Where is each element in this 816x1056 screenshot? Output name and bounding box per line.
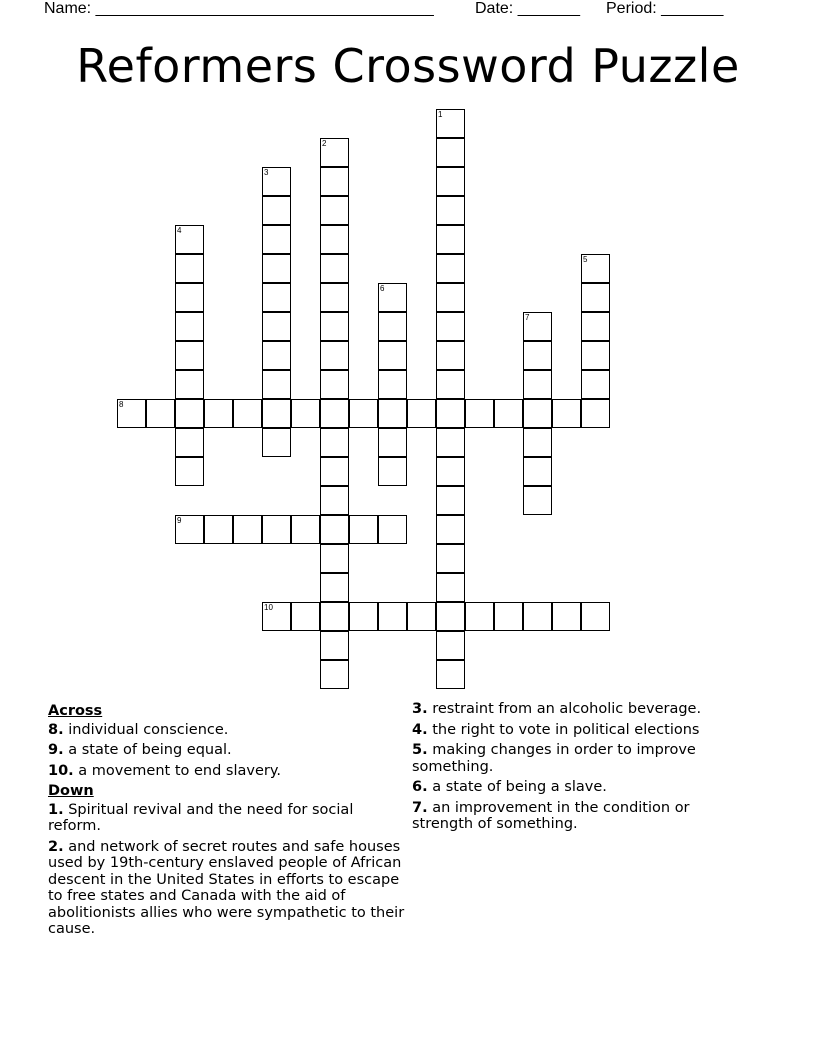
grid-cell[interactable] (320, 573, 349, 602)
grid-cell[interactable] (262, 370, 291, 399)
grid-cell[interactable] (378, 457, 407, 486)
grid-cell[interactable] (436, 573, 465, 602)
cell-number: 6 (380, 284, 385, 293)
grid-cell[interactable] (581, 370, 610, 399)
cell-number: 4 (177, 226, 182, 235)
grid-cell[interactable] (262, 341, 291, 370)
grid-cell[interactable] (436, 254, 465, 283)
grid-cell[interactable] (523, 428, 552, 457)
grid-cell[interactable] (320, 283, 349, 312)
clue-text: a state of being a slave. (432, 779, 607, 795)
grid-cell[interactable] (378, 312, 407, 341)
grid-cell[interactable] (552, 399, 581, 428)
grid-cell[interactable] (436, 486, 465, 515)
across-heading: Across (48, 703, 103, 719)
grid-cell[interactable] (175, 457, 204, 486)
clue-across-9 (48, 742, 408, 759)
grid-cell[interactable] (262, 225, 291, 254)
grid-cell[interactable] (436, 515, 465, 544)
grid-cell[interactable] (436, 457, 465, 486)
grid-cell[interactable] (320, 544, 349, 573)
clue-text: individual conscience. (68, 721, 229, 738)
clue-number: 4. (412, 721, 428, 738)
grid-cell[interactable] (581, 312, 610, 341)
page-title: Reformers Crossword Puzzle (76, 39, 740, 93)
grid-cell[interactable] (291, 515, 320, 544)
grid-cell[interactable] (465, 602, 494, 631)
grid-cell[interactable] (262, 515, 291, 544)
grid-cell[interactable] (204, 515, 233, 544)
grid-cell[interactable] (262, 254, 291, 283)
grid-cell[interactable] (320, 312, 349, 341)
grid-cell[interactable] (436, 225, 465, 254)
grid-cell[interactable] (175, 428, 204, 457)
clue-down-2 (48, 839, 408, 938)
grid-cell[interactable] (175, 283, 204, 312)
clue-down-7 (412, 800, 742, 833)
grid-cell[interactable] (262, 399, 291, 428)
grid-cell[interactable] (262, 312, 291, 341)
grid-cell[interactable] (523, 457, 552, 486)
grid-cell[interactable] (436, 109, 465, 138)
grid-cell[interactable] (320, 167, 349, 196)
period-field[interactable]: Period: _______ (606, 0, 724, 17)
grid-cell[interactable] (320, 370, 349, 399)
grid-cell[interactable] (320, 138, 349, 167)
grid-cell[interactable] (320, 457, 349, 486)
date-field[interactable]: Date: _______ (475, 0, 580, 17)
grid-cell[interactable] (291, 399, 320, 428)
cell-number: 10 (264, 603, 273, 612)
grid-cell[interactable] (581, 399, 610, 428)
grid-cell[interactable] (436, 283, 465, 312)
grid-cell[interactable] (320, 515, 349, 544)
grid-cell[interactable] (581, 283, 610, 312)
grid-cell[interactable] (175, 370, 204, 399)
grid-cell[interactable] (378, 283, 407, 312)
grid-cell[interactable] (320, 631, 349, 660)
cell-number: 2 (322, 139, 327, 148)
grid-cell[interactable] (436, 341, 465, 370)
clue-across-8 (48, 722, 408, 739)
grid-cell[interactable] (175, 515, 204, 544)
grid-cell[interactable] (465, 399, 494, 428)
grid-cell[interactable] (262, 602, 291, 631)
grid-cell[interactable] (291, 602, 320, 631)
clue-number: 10. (48, 762, 74, 779)
grid-cell[interactable] (436, 602, 465, 631)
cell-number: 5 (583, 255, 588, 264)
clue-across-10 (48, 763, 408, 780)
grid-cell[interactable] (494, 602, 523, 631)
grid-cell[interactable] (175, 312, 204, 341)
clue-number: 1. (48, 801, 64, 818)
clue-text: making changes in order to improve something. (412, 742, 696, 775)
clues-left-column (48, 701, 408, 942)
grid-cell[interactable] (378, 370, 407, 399)
grid-cell[interactable] (320, 660, 349, 689)
grid-cell[interactable] (523, 602, 552, 631)
clue-number: 6. (412, 779, 428, 795)
clue-down-3 (412, 701, 742, 718)
clue-down-1 (48, 802, 408, 835)
grid-cell[interactable] (320, 428, 349, 457)
cell-number: 9 (177, 516, 182, 525)
grid-cell[interactable] (378, 428, 407, 457)
down-heading: Down (48, 783, 94, 799)
grid-cell[interactable] (349, 399, 378, 428)
grid-cell[interactable] (320, 602, 349, 631)
grid-cell[interactable] (552, 602, 581, 631)
clue-number: 5. (412, 742, 428, 758)
grid-cell[interactable] (436, 544, 465, 573)
grid-cell[interactable] (581, 341, 610, 370)
grid-cell[interactable] (436, 428, 465, 457)
grid-cell[interactable] (349, 602, 378, 631)
grid-cell[interactable] (262, 283, 291, 312)
clue-text: a movement to end slavery. (78, 762, 281, 779)
grid-cell[interactable] (436, 138, 465, 167)
clue-text: the right to vote in political elections (432, 721, 700, 738)
grid-cell[interactable] (436, 631, 465, 660)
grid-cell[interactable] (494, 399, 523, 428)
clue-down-6 (412, 779, 742, 796)
cell-number: 3 (264, 168, 269, 177)
grid-cell[interactable] (320, 254, 349, 283)
grid-cell[interactable] (436, 312, 465, 341)
grid-cell[interactable] (349, 515, 378, 544)
clues-right-column (412, 701, 742, 837)
grid-cell[interactable] (581, 254, 610, 283)
clue-number: 8. (48, 721, 64, 738)
grid-cell[interactable] (262, 167, 291, 196)
clue-down-4 (412, 722, 742, 739)
grid-cell[interactable] (523, 341, 552, 370)
clue-text: restraint from an alcoholic beverage. (432, 701, 702, 717)
grid-cell[interactable] (378, 399, 407, 428)
grid-cell[interactable] (262, 428, 291, 457)
grid-cell[interactable] (436, 370, 465, 399)
grid-cell[interactable] (407, 399, 436, 428)
grid-cell[interactable] (523, 486, 552, 515)
grid-cell[interactable] (175, 225, 204, 254)
cell-number: 8 (119, 400, 124, 409)
grid-cell[interactable] (175, 254, 204, 283)
clue-number: 9. (48, 742, 64, 758)
grid-cell[interactable] (175, 341, 204, 370)
grid-cell[interactable] (262, 196, 291, 225)
grid-cell[interactable] (320, 486, 349, 515)
clue-number: 7. (412, 799, 428, 816)
grid-cell[interactable] (175, 399, 204, 428)
clue-text: an improvement in the condition or strength of something. (412, 799, 690, 832)
grid-cell[interactable] (407, 602, 436, 631)
grid-cell[interactable] (581, 602, 610, 631)
grid-cell[interactable] (523, 370, 552, 399)
clue-text: and network of secret routes and safe houses used by 19th-century enslaved people of African descent in the United States in efforts to escape to free states and Canada with the aid of abolitionists allies who were sympathetic to their cause. (48, 838, 405, 937)
grid-cell[interactable] (204, 399, 233, 428)
grid-cell[interactable] (378, 515, 407, 544)
grid-cell[interactable] (436, 399, 465, 428)
grid-cell[interactable] (436, 167, 465, 196)
grid-cell[interactable] (523, 399, 552, 428)
grid-cell[interactable] (378, 602, 407, 631)
grid-cell[interactable] (320, 399, 349, 428)
clue-number: 3. (412, 701, 428, 717)
clue-number: 2. (48, 838, 64, 855)
grid-cell[interactable] (436, 196, 465, 225)
grid-cell[interactable] (320, 196, 349, 225)
grid-cell[interactable] (146, 399, 175, 428)
grid-cell[interactable] (117, 399, 146, 428)
cell-number: 7 (525, 313, 530, 322)
grid-cell[interactable] (233, 515, 262, 544)
grid-cell[interactable] (233, 399, 262, 428)
cell-number: 1 (438, 110, 443, 119)
clue-text: a state of being equal. (68, 742, 232, 758)
name-field[interactable]: Name: ______________________________________ (44, 0, 434, 17)
grid-cell[interactable] (523, 312, 552, 341)
grid-cell[interactable] (320, 225, 349, 254)
grid-cell[interactable] (436, 660, 465, 689)
clue-text: Spiritual revival and the need for social reform. (48, 801, 354, 834)
grid-cell[interactable] (320, 341, 349, 370)
clue-down-5 (412, 742, 742, 775)
grid-cell[interactable] (378, 341, 407, 370)
